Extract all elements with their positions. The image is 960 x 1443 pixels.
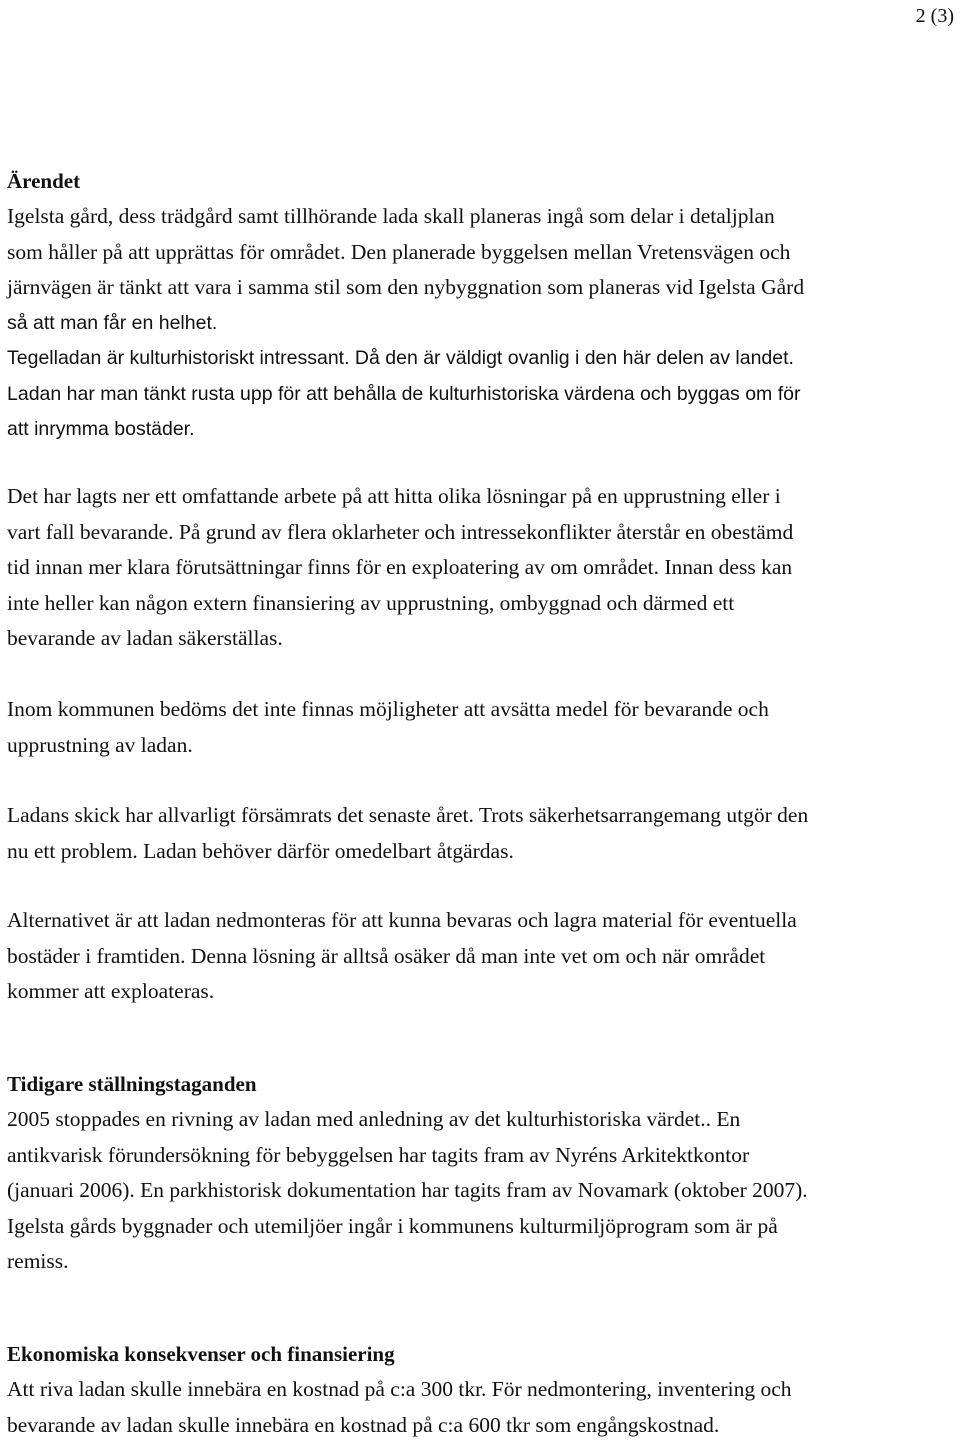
section-ekonomiska-konsekvenser <box>7 1336 955 1443</box>
text-line: inte heller kan någon extern finansiering av upprustning, ombyggnad och därmed ett <box>7 586 955 622</box>
paragraph <box>7 1102 955 1280</box>
text-line: järnvägen är tänkt att vara i samma stil som den nybyggnation som planeras vid Igelsta Gård <box>7 270 955 306</box>
paragraph <box>7 692 955 763</box>
text-line: bostäder i framtiden. Denna lösning är alltså osäker då man inte vet om och när området <box>7 939 955 975</box>
text-line: att inrymma bostäder. <box>7 412 955 448</box>
text-line: Igelsta gårds byggnader och utemiljöer ingår i kommunens kulturmiljöprogram som är på <box>7 1209 955 1245</box>
text-line: (januari 2006). En parkhistorisk dokumentation har tagits fram av Novamark (oktober 2007). <box>7 1173 955 1209</box>
text-line: Ladans skick har allvarligt försämrats det senaste året. Trots säkerhetsarrangemang utgör den <box>7 798 955 834</box>
text-line: så att man får en helhet. <box>7 306 955 342</box>
text-line: som håller på att upprättas för området. Den planerade byggelsen mellan Vretensvägen och <box>7 235 955 271</box>
paragraph <box>7 479 955 657</box>
paragraph <box>7 199 955 448</box>
text-line: nu ett problem. Ladan behöver därför omedelbart åtgärdas. <box>7 834 955 870</box>
text-line: bevarande av ladan skulle innebära en kostnad på c:a 600 tkr som engångskostnad. <box>7 1408 955 1443</box>
section-heading: Tidigare ställningstaganden <box>7 1066 955 1102</box>
text-line: Inom kommunen bedöms det inte finnas möjligheter att avsätta medel för bevarande och <box>7 692 955 728</box>
paragraph <box>7 1372 955 1443</box>
page-number: 2 (3) <box>916 4 954 28</box>
text-line: bevarande av ladan säkerställas. <box>7 621 955 657</box>
text-line: remiss. <box>7 1244 955 1280</box>
paragraph-block <box>7 903 955 1010</box>
paragraph-block <box>7 798 955 869</box>
text-line: upprustning av ladan. <box>7 728 955 764</box>
text-line: Ladan har man tänkt rusta upp för att behålla de kulturhistoriska värdena och byggas om för <box>7 377 955 413</box>
paragraph <box>7 903 955 1010</box>
text-line: Att riva ladan skulle innebära en kostnad på c:a 300 tkr. För nedmontering, inventering och <box>7 1372 955 1408</box>
text-line: Alternativet är att ladan nedmonteras för att kunna bevaras och lagra material för eventuella <box>7 903 955 939</box>
text-line: kommer att exploateras. <box>7 974 955 1010</box>
text-line: Igelsta gård, dess trädgård samt tillhörande lada skall planeras ingå som delar i detaljplan <box>7 199 955 235</box>
text-line: Det har lagts ner ett omfattande arbete på att hitta olika lösningar på en upprustning eller i <box>7 479 955 515</box>
text-line: antikvarisk förundersökning för bebyggelsen har tagits fram av Nyréns Arkitektkontor <box>7 1138 955 1174</box>
text-line: vart fall bevarande. På grund av flera oklarheter och intressekonflikter återstår en obestämd <box>7 515 955 551</box>
section-tidigare-stallningstaganden <box>7 1066 955 1280</box>
text-line: tid innan mer klara förutsättningar finns för en exploatering av om området. Innan dess kan <box>7 550 955 586</box>
section-heading: Ekonomiska konsekvenser och finansiering <box>7 1336 955 1372</box>
paragraph-block <box>7 479 955 657</box>
paragraph-block <box>7 692 955 763</box>
text-line: Tegelladan är kulturhistoriskt intressant. Då den är väldigt ovanlig i den här delen av landet. <box>7 341 955 377</box>
section-arendet <box>7 163 955 448</box>
section-heading: Ärendet <box>7 163 955 199</box>
paragraph <box>7 798 955 869</box>
text-line: 2005 stoppades en rivning av ladan med anledning av det kulturhistoriska värdet.. En <box>7 1102 955 1138</box>
